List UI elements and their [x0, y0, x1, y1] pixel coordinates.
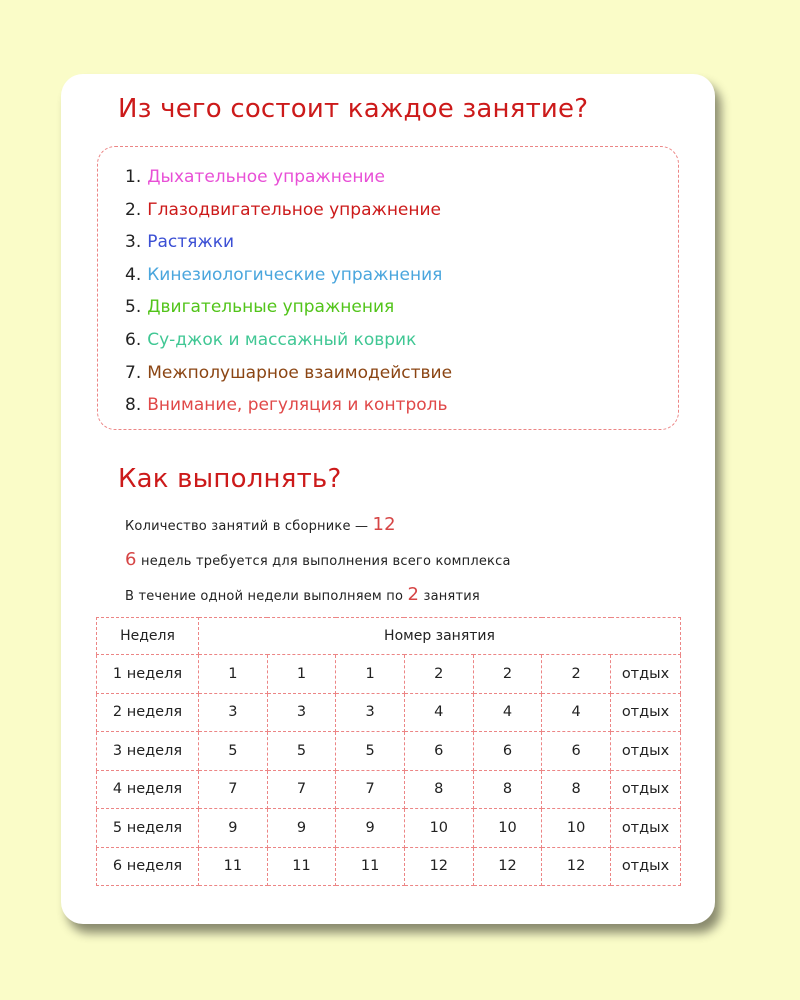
session-cell: 4 — [404, 693, 473, 732]
weeks-required-line — [125, 549, 511, 570]
table-row — [97, 732, 681, 771]
session-cell: 5 — [199, 732, 268, 771]
week-cell: 6 неделя — [97, 847, 199, 886]
exercise-list-box — [97, 146, 679, 430]
per-week-line — [125, 584, 480, 605]
session-cell: 1 — [336, 655, 405, 694]
rest-cell: отдых — [611, 847, 681, 886]
session-cell: 11 — [199, 847, 268, 886]
session-cell: 3 — [267, 693, 336, 732]
session-cell: 12 — [404, 847, 473, 886]
session-cell: 8 — [473, 770, 542, 809]
week-cell: 1 неделя — [97, 655, 199, 694]
session-cell: 5 — [336, 732, 405, 771]
item-number: 8. — [125, 395, 142, 416]
session-cell: 11 — [336, 847, 405, 886]
rest-cell: отдых — [611, 732, 681, 771]
session-cell: 11 — [267, 847, 336, 886]
session-cell: 12 — [542, 847, 611, 886]
item-text: Глазодвигательное упражнение — [147, 199, 442, 220]
rest-cell: отдых — [611, 655, 681, 694]
item-number: 7. — [125, 362, 142, 383]
item-text: Су-джок и массажный коврик — [147, 329, 417, 350]
session-cell: 8 — [542, 770, 611, 809]
session-cell: 7 — [336, 770, 405, 809]
item-text: Дыхательное упражнение — [147, 167, 385, 187]
session-cell: 3 — [199, 693, 268, 732]
session-cell: 8 — [404, 770, 473, 809]
week-cell: 2 неделя — [97, 693, 199, 732]
sessions-count-value: 12 — [372, 514, 396, 535]
table-row — [97, 693, 681, 732]
page-card — [61, 74, 715, 924]
table-row — [97, 655, 681, 694]
week-cell: 4 неделя — [97, 770, 199, 809]
table-row — [97, 770, 681, 809]
session-cell: 1 — [267, 655, 336, 694]
weeks-required-label: недель требуется для выполнения всего комплекса — [136, 554, 511, 569]
week-cell: 5 неделя — [97, 809, 199, 848]
session-cell: 2 — [542, 655, 611, 694]
item-number: 2. — [125, 199, 142, 220]
session-cell: 10 — [404, 809, 473, 848]
section-title-how-to: Как выполнять? — [118, 464, 342, 494]
session-cell: 7 — [199, 770, 268, 809]
header-session-number: Номер занятия — [199, 618, 681, 655]
session-cell: 2 — [404, 655, 473, 694]
header-week: Неделя — [97, 618, 199, 655]
session-cell: 6 — [404, 732, 473, 771]
per-week-suffix: занятия — [419, 589, 480, 604]
item-text: Растяжки — [147, 232, 235, 253]
item-number: 3. — [125, 232, 142, 253]
section-title-composition: Из чего состоит каждое занятие? — [118, 94, 589, 124]
session-cell: 10 — [473, 809, 542, 848]
session-cell: 2 — [473, 655, 542, 694]
session-cell: 9 — [267, 809, 336, 848]
table-row — [97, 809, 681, 848]
rest-cell: отдых — [611, 693, 681, 732]
sessions-count-label: Количество занятий в сборнике — — [125, 519, 373, 534]
list-item — [125, 324, 452, 357]
session-cell: 12 — [473, 847, 542, 886]
session-cell: 4 — [473, 693, 542, 732]
item-number: 4. — [125, 264, 142, 285]
list-item — [125, 161, 452, 194]
table-row — [97, 847, 681, 886]
list-item — [125, 194, 452, 227]
rest-cell: отдых — [611, 809, 681, 848]
session-cell: 3 — [336, 693, 405, 732]
session-cell: 5 — [267, 732, 336, 771]
item-number: 1. — [125, 167, 142, 187]
sessions-count-line — [125, 514, 396, 535]
exercise-list — [125, 161, 452, 422]
session-cell: 6 — [542, 732, 611, 771]
item-text: Кинезиологические упражнения — [147, 264, 443, 285]
list-item — [125, 291, 452, 324]
item-text: Внимание, регуляция и контроль — [147, 395, 448, 416]
per-week-value: 2 — [407, 584, 420, 605]
week-cell: 3 неделя — [97, 732, 199, 771]
session-cell: 1 — [199, 655, 268, 694]
item-text: Межполушарное взаимодействие — [147, 362, 453, 383]
table-header-row — [97, 618, 681, 655]
list-item — [125, 226, 452, 259]
rest-cell: отдых — [611, 770, 681, 809]
item-number: 5. — [125, 297, 142, 318]
per-week-label: В течение одной недели выполняем по — [125, 589, 408, 604]
session-cell: 7 — [267, 770, 336, 809]
schedule-table — [96, 617, 681, 886]
weeks-required-value: 6 — [125, 549, 137, 570]
list-item — [125, 259, 452, 292]
session-cell: 9 — [336, 809, 405, 848]
list-item — [125, 357, 452, 390]
list-item — [125, 389, 452, 422]
session-cell: 10 — [542, 809, 611, 848]
session-cell: 4 — [542, 693, 611, 732]
session-cell: 9 — [199, 809, 268, 848]
item-number: 6. — [125, 329, 142, 350]
session-cell: 6 — [473, 732, 542, 771]
item-text: Двигательные упражнения — [147, 297, 395, 318]
